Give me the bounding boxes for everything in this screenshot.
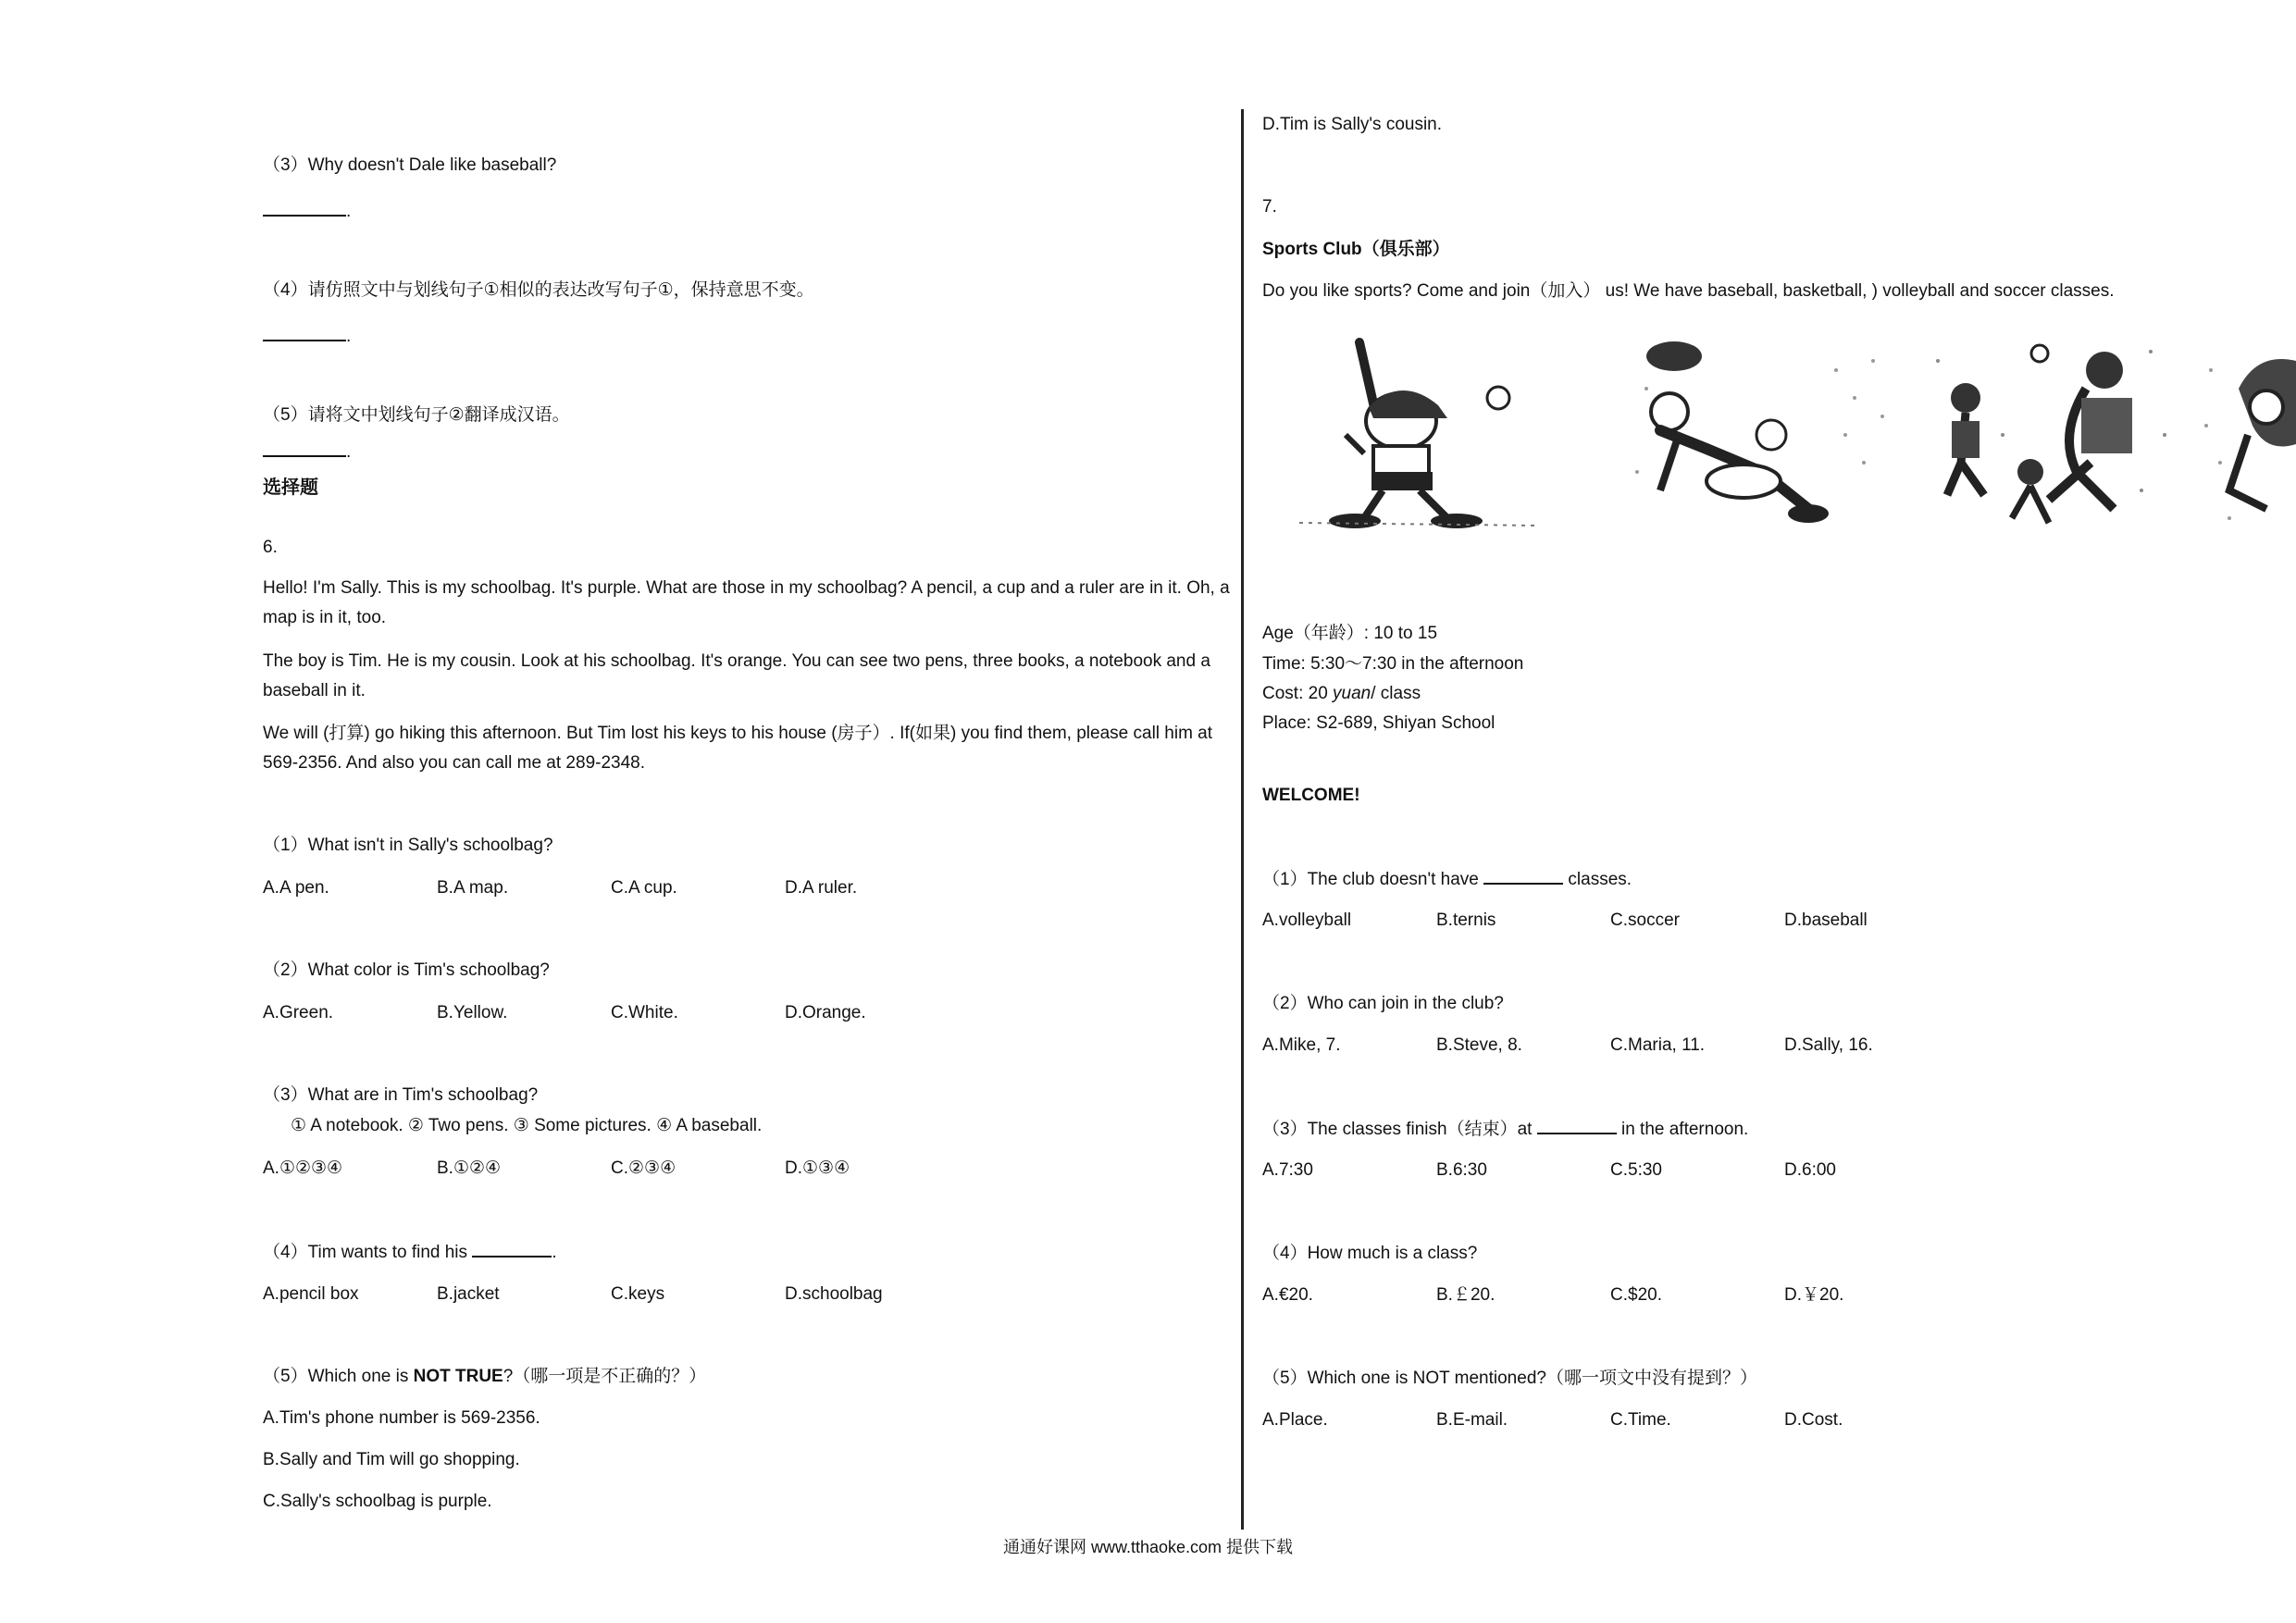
question-7-1: （1）The club doesn't have classes. <box>1262 864 1632 895</box>
question-6-4: （4）Tim wants to find his . <box>263 1237 557 1268</box>
option-c[interactable]: C.②③④ <box>611 1158 676 1178</box>
option-a[interactable]: A.Green. <box>263 1003 334 1022</box>
options-7-4 <box>1262 1281 1958 1310</box>
soccer-players-picture <box>1929 333 2178 532</box>
passage-paragraph-2: The boy is Tim. He is my cousin. Look at his schoolbag. It's orange. You can see two pens, three books, a notebook and a baseball in it. <box>263 651 1210 700</box>
options-7-3 <box>1262 1156 1958 1185</box>
option-c[interactable]: C.Sally's schoolbag is purple. <box>263 1492 492 1511</box>
options-7-2 <box>1262 1031 1958 1060</box>
option-b[interactable]: B.A map. <box>437 878 509 898</box>
question-7-number: 7. <box>1262 197 1277 217</box>
option-b[interactable]: B.6:30 <box>1436 1160 1487 1180</box>
question-6-5: （5）Which one is NOT TRUE?（哪一项是不正确的？） <box>263 1367 707 1386</box>
question-6-number: 6. <box>263 538 278 557</box>
option-b[interactable]: B.Sally and Tim will go shopping. <box>263 1450 520 1469</box>
options-6-2 <box>263 998 959 1028</box>
option-d[interactable]: D.schoolbag <box>785 1284 883 1304</box>
question-7-3: （3）The classes finish（结束）at in the afternoon. <box>1262 1114 1748 1145</box>
basketball-player-picture <box>2202 333 2296 532</box>
question-6-3: （3）What are in Tim's schoolbag? <box>263 1085 539 1105</box>
basketball-player-icon <box>2202 333 2296 532</box>
option-b[interactable]: B.E-mail. <box>1436 1410 1508 1430</box>
club-title: Sports Club（俱乐部） <box>1262 240 1450 259</box>
question-3-prev: （3）Why doesn't Dale like baseball? <box>263 155 557 175</box>
option-c[interactable]: C.5:30 <box>1610 1160 1662 1180</box>
baseball-player-picture <box>1262 333 1568 532</box>
volleyball-player-picture <box>1623 333 1901 532</box>
option-a[interactable]: A.7:30 <box>1262 1160 1313 1180</box>
option-c[interactable]: C.Time. <box>1610 1410 1671 1430</box>
option-b[interactable]: B.Yellow. <box>437 1003 508 1022</box>
option-c[interactable]: C.White. <box>611 1003 678 1022</box>
option-c[interactable]: C.$20. <box>1610 1285 1662 1305</box>
option-a[interactable]: A.Tim's phone number is 569-2356. <box>263 1408 540 1428</box>
option-d[interactable]: D.Cost. <box>1784 1410 1843 1430</box>
question-4-prev: （4）请仿照文中与划线句子①相似的表达改写句子①，保持意思不变。 <box>263 280 814 300</box>
option-b[interactable]: B.￡20. <box>1436 1285 1496 1305</box>
volleyball-player-icon <box>1623 333 1901 532</box>
question-5-prev: （5）请将文中划线句子②翻译成汉语。 <box>263 405 570 425</box>
options-7-5 <box>1262 1406 1958 1435</box>
options-7-1 <box>1262 906 1958 935</box>
option-a[interactable]: A.€20. <box>1262 1285 1313 1305</box>
option-d[interactable]: D.A ruler. <box>785 878 858 898</box>
info-time: Time: 5:30～7:30 in the afternoon <box>1262 654 1524 674</box>
question-6-2: （2）What color is Tim's schoolbag? <box>263 960 550 980</box>
info-age: Age（年龄）: 10 to 15 <box>1262 624 1438 643</box>
club-intro: Do you like sports? Come and join（加入） us! We have baseball, basketball, ) volleyball and soccer classes. <box>1262 281 2115 301</box>
option-b[interactable]: B.Steve, 8. <box>1436 1035 1522 1055</box>
option-d[interactable]: D.6:00 <box>1784 1160 1836 1180</box>
option-c[interactable]: C.Maria, 11. <box>1610 1035 1706 1055</box>
question-7-5: （5）Which one is NOT mentioned?（哪一项文中没有提到？） <box>1262 1369 1757 1388</box>
option-d[interactable]: D.￥20. <box>1784 1285 1844 1305</box>
option-a[interactable]: A.A pen. <box>263 878 329 898</box>
question-7-2: （2）Who can join in the club? <box>1262 994 1504 1013</box>
option-c[interactable]: C.keys <box>611 1284 665 1304</box>
options-6-1 <box>263 873 959 903</box>
soccer-players-icon <box>1929 333 2178 532</box>
option-c[interactable]: C.A cup. <box>611 878 677 898</box>
option-a[interactable]: A.pencil box <box>263 1284 359 1304</box>
passage-paragraph-1: Hello! I'm Sally. This is my schoolbag. It's purple. What are those in my schoolbag? A pencil, a cup and a ruler are in it. Oh, a map is in it, too. <box>263 578 1230 627</box>
answer-blank-3: . <box>263 194 351 227</box>
options-6-3 <box>263 1154 959 1183</box>
info-place: Place: S2-689, Shiyan School <box>1262 713 1496 733</box>
section-title: 选择题 <box>263 477 318 498</box>
option-d[interactable]: D.Sally, 16. <box>1784 1035 1873 1055</box>
option-b[interactable]: B.jacket <box>437 1284 500 1304</box>
column-divider <box>1241 109 1244 1530</box>
option-a[interactable]: A.Place. <box>1262 1410 1328 1430</box>
baseball-player-icon <box>1262 333 1568 532</box>
welcome-text: WELCOME! <box>1262 786 1360 805</box>
passage-paragraph-3: We will (打算) go hiking this afternoon. But Tim lost his keys to his house (房子）. If(如果) you find them, please call him at 569-2356. And also you can call me at 289-2348. <box>263 724 1213 773</box>
page-footer: 通通好课网 www.tthaoke.com 提供下载 <box>1002 1538 1294 1556</box>
option-b[interactable]: B.ternis <box>1436 911 1496 930</box>
option-a[interactable]: A.①②③④ <box>263 1158 343 1178</box>
option-a[interactable]: A.Mike, 7. <box>1262 1035 1341 1055</box>
option-d[interactable]: D.Orange. <box>785 1003 866 1022</box>
option-d[interactable]: D.①③④ <box>785 1158 850 1178</box>
info-cost: Cost: 20 yuan/ class <box>1262 684 1421 703</box>
options-6-4 <box>263 1280 959 1309</box>
answer-blank-4: . <box>263 319 351 352</box>
answer-blank-5: . <box>263 435 351 467</box>
question-6-3-items: ① A notebook. ② Two pens. ③ Some pictures. ④ A baseball. <box>291 1116 763 1135</box>
option-d[interactable]: D.baseball <box>1784 911 1868 930</box>
option-c[interactable]: C.soccer <box>1610 911 1680 930</box>
option-d[interactable]: D.Tim is Sally's cousin. <box>1262 115 1443 134</box>
option-b[interactable]: B.①②④ <box>437 1158 502 1178</box>
question-7-4: （4）How much is a class? <box>1262 1244 1478 1263</box>
option-a[interactable]: A.volleyball <box>1262 911 1352 930</box>
question-6-1: （1）What isn't in Sally's schoolbag? <box>263 836 553 855</box>
